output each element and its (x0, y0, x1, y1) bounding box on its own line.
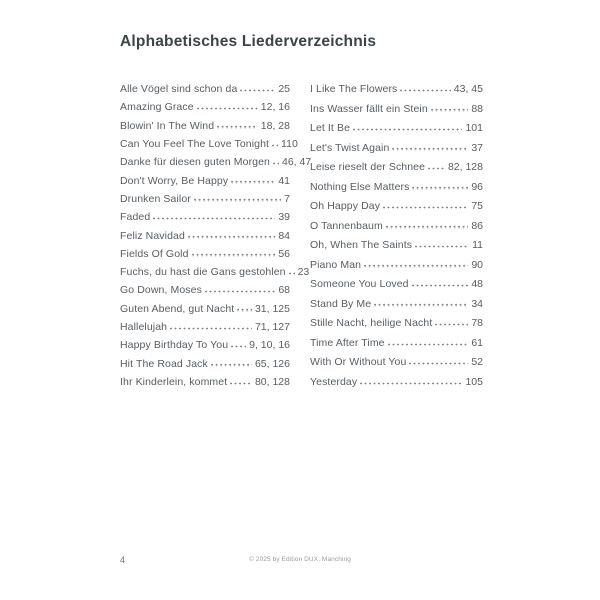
song-title: With Or Without You (310, 356, 407, 369)
dotted-leader (237, 309, 252, 311)
page-numbers: 31, 125 (254, 302, 290, 315)
dotted-leader (428, 167, 445, 169)
toc-entry (120, 266, 310, 279)
page-numbers: 52 (471, 356, 483, 369)
song-title: Danke für diesen guten Morgen (120, 156, 270, 169)
toc-entry (120, 376, 290, 389)
toc-entry (310, 83, 483, 96)
page-numbers: 101 (465, 122, 483, 135)
song-title: Hallelujah (120, 321, 168, 334)
toc-entry (120, 156, 312, 169)
song-title: Go Down, Moses (120, 284, 202, 297)
toc-entry (120, 358, 290, 371)
song-title: Drunken Sailor (120, 192, 191, 205)
page-numbers: 75 (471, 200, 483, 213)
dotted-leader (197, 107, 258, 109)
dotted-leader (194, 199, 281, 201)
toc-entry (120, 321, 290, 334)
song-title: Faded (120, 211, 151, 224)
song-title: Stille Nacht, heilige Nacht (310, 317, 433, 330)
toc-entry (310, 103, 483, 116)
toc-entry (120, 193, 290, 206)
toc-entry (310, 200, 483, 213)
song-title: Yesterday (310, 375, 358, 388)
toc-entry (310, 122, 483, 135)
toc-entry (310, 259, 483, 272)
toc-entry (120, 120, 290, 133)
toc-entry (120, 83, 290, 96)
page-numbers: 71, 127 (254, 321, 290, 334)
dotted-leader (409, 363, 468, 365)
page-numbers: 34 (471, 297, 483, 310)
toc-entry (310, 356, 483, 369)
song-title: Leise rieselt der Schnee (310, 161, 426, 174)
page-numbers: 48 (471, 278, 483, 291)
page-numbers: 25 (278, 83, 290, 95)
page-numbers: 18, 28 (260, 119, 290, 132)
song-title: Oh Happy Day (310, 200, 381, 213)
page-numbers: 56 (278, 247, 290, 260)
page-numbers: 110 (281, 137, 298, 150)
dotted-leader (431, 109, 469, 111)
dotted-leader (412, 284, 469, 286)
page-numbers: 11 (472, 239, 483, 252)
page-numbers: 9, 10, 16 (249, 339, 290, 352)
page-numbers: 68 (278, 284, 290, 297)
toc-entry (310, 317, 483, 330)
song-title: Happy Birthday To You (120, 339, 229, 352)
dotted-leader (188, 236, 275, 238)
toc-entry (310, 161, 483, 174)
dotted-leader (231, 345, 246, 347)
toc-entry (310, 220, 483, 233)
dotted-leader (170, 327, 252, 329)
dotted-leader (230, 382, 252, 384)
toc-entry (310, 298, 483, 311)
toc-entry (120, 230, 290, 243)
song-title: Hit The Road Jack (120, 357, 208, 370)
toc-entry (120, 303, 290, 316)
page-numbers: 65, 126 (254, 357, 290, 370)
song-title: Time After Time (310, 336, 385, 349)
index-column-right (310, 83, 483, 389)
dotted-leader (353, 128, 462, 130)
toc-entry (310, 376, 483, 389)
dotted-leader (211, 364, 252, 366)
page-numbers: 90 (471, 258, 483, 271)
page-numbers: 86 (471, 219, 483, 232)
song-title: Stand By Me (310, 297, 372, 310)
page-numbers: 105 (465, 375, 483, 388)
dotted-leader (360, 382, 462, 384)
dotted-leader (412, 187, 468, 189)
page-numbers: 39 (278, 211, 290, 224)
toc-entry (310, 278, 483, 291)
dotted-leader (400, 89, 450, 91)
song-title: Let's Twist Again (310, 141, 390, 154)
song-title: Ihr Kinderlein, kommet (120, 376, 228, 388)
page-number: 4 (120, 555, 126, 565)
song-title: Ins Wasser fällt ein Stein (310, 102, 428, 115)
dotted-leader (374, 304, 468, 306)
song-title: O Tannenbaum (310, 219, 383, 232)
dotted-leader (272, 144, 278, 146)
page-numbers: 23 (297, 266, 310, 279)
song-title: Oh, When The Saints (310, 239, 413, 252)
dotted-leader (392, 148, 468, 150)
page-numbers: 12, 16 (260, 101, 290, 114)
dotted-leader (364, 265, 468, 267)
dotted-leader (153, 217, 275, 219)
dotted-leader (273, 162, 279, 164)
song-index (120, 83, 483, 389)
copyright-notice: © 2025 by Edition DUX, Manching (249, 556, 351, 563)
song-title: Fields Of Gold (120, 247, 189, 260)
toc-entry (120, 175, 290, 188)
dotted-leader (386, 226, 469, 228)
dotted-leader (217, 126, 258, 128)
song-title: I Like The Flowers (310, 83, 398, 95)
page-numbers: 41 (278, 174, 290, 187)
song-title: Amazing Grace (120, 101, 194, 114)
page-numbers: 80, 128 (254, 376, 290, 388)
dotted-leader (231, 181, 275, 183)
toc-entry (120, 339, 290, 352)
toc-entry (310, 142, 483, 155)
song-title: Can You Feel The Love Tonight (120, 137, 270, 150)
page-numbers: 7 (284, 192, 290, 205)
song-title: Fuchs, du hast die Gans gestohlen (120, 266, 286, 279)
dotted-leader (388, 343, 469, 345)
dotted-leader (205, 291, 275, 293)
page-numbers: 78 (471, 317, 483, 330)
page-numbers: 37 (471, 141, 483, 154)
song-title: Alle Vögel sind schon da (120, 83, 238, 95)
song-title: Let It Be (310, 122, 351, 135)
page-numbers: 84 (278, 229, 290, 242)
page-numbers: 96 (471, 180, 483, 193)
page-numbers: 88 (471, 102, 483, 115)
toc-entry (310, 239, 483, 252)
toc-entry (120, 284, 290, 297)
song-title: Feliz Navidad (120, 229, 185, 242)
dotted-leader (415, 245, 469, 247)
song-title: Guten Abend, gut Nacht (120, 302, 235, 315)
song-title: Don't Worry, Be Happy (120, 174, 229, 187)
index-column-left (120, 83, 312, 389)
toc-entry (310, 181, 483, 194)
toc-entry (310, 337, 483, 350)
page-numbers: 82, 128 (447, 161, 483, 174)
song-title: Blowin' In The Wind (120, 119, 215, 132)
toc-entry (120, 248, 290, 261)
toc-entry (120, 137, 298, 151)
page-footer (0, 552, 600, 568)
page-numbers: 61 (471, 336, 483, 349)
page-title: Alphabetisches Liederverzeichnis (120, 33, 377, 50)
toc-entry (120, 101, 290, 114)
page-numbers: 46, 47 (282, 156, 312, 169)
song-title: Nothing Else Matters (310, 180, 410, 193)
song-title: Someone You Loved (310, 278, 409, 291)
toc-entry (120, 211, 290, 224)
dotted-leader (240, 89, 275, 91)
dotted-leader (289, 272, 295, 274)
dotted-leader (435, 323, 468, 325)
song-title: Piano Man (310, 258, 362, 271)
dotted-leader (383, 206, 468, 208)
page-numbers: 43, 45 (453, 83, 483, 95)
dotted-leader (192, 254, 276, 256)
